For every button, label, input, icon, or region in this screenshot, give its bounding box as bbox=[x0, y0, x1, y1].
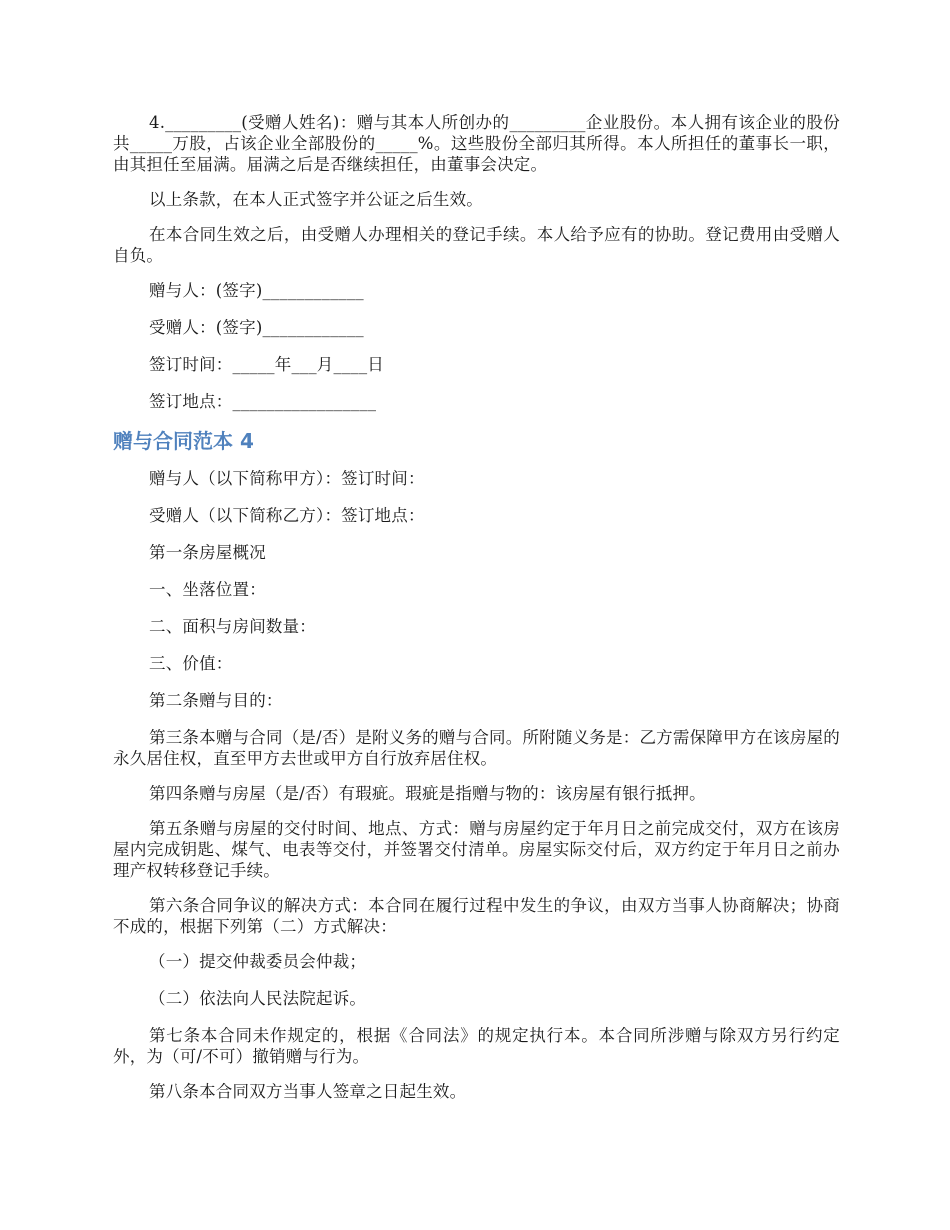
paragraph-share-gift: 4._________(受赠人姓名)：赠与其本人所创办的_________企业股份。本人拥有该企业的股份共_____万股，占该企业全部股份的_____%。这些股份全部归其所得。本人所担任的董事长一职，由其担任至届满。届满之后是否继续担任，由董事会决定。 bbox=[113, 113, 840, 174]
donee-signature-line: 受赠人：(签字)____________ bbox=[149, 318, 364, 337]
party-a-line: 赠与人（以下简称甲方）：签订时间： bbox=[149, 469, 425, 488]
article-1-location: 一、坐落位置： bbox=[149, 580, 266, 599]
document-body bbox=[113, 112, 840, 1116]
paragraph-registration: 在本合同生效之后，由受赠人办理相关的登记手续。本人给予应有的协助。登记费用由受赠人自负。 bbox=[113, 225, 840, 265]
article-6: 第六条合同争议的解决方式：本合同在履行过程中发生的争议，由双方当事人协商解决；协商不成的，根据下列第（二）方式解决： bbox=[113, 896, 840, 936]
article-7: 第七条本合同未作规定的，根据《合同法》的规定执行本。本合同所涉赠与除双方另行约定外，为（可/不可）撤销赠与行为。 bbox=[113, 1026, 840, 1066]
signing-place-line: 签订地点：_________________ bbox=[149, 392, 377, 411]
article-1-title: 第一条房屋概况 bbox=[149, 543, 266, 562]
article-6-option-2: （二）依法向人民法院起诉。 bbox=[149, 989, 367, 1008]
article-5: 第五条赠与房屋的交付时间、地点、方式：赠与房屋约定于年月日之前完成交付，双方在该房屋内完成钥匙、煤气、电表等交付，并签署交付清单。房屋实际交付后，双方约定于年月日之前办理产权转移登记手续。 bbox=[113, 819, 840, 880]
article-1-value: 三、价值： bbox=[149, 654, 233, 673]
section-heading: 赠与合同范本 4 bbox=[113, 429, 254, 453]
signing-date-line: 签订时间：_____年___月____日 bbox=[149, 355, 384, 374]
article-6-option-1: （一）提交仲裁委员会仲裁； bbox=[149, 952, 367, 971]
article-4: 第四条赠与房屋（是/否）有瑕疵。瑕疵是指赠与物的：该房屋有银行抵押。 bbox=[149, 784, 706, 803]
article-8: 第八条本合同双方当事人签章之日起生效。 bbox=[149, 1082, 467, 1101]
paragraph-effective: 以上条款，在本人正式签字并公证之后生效。 bbox=[149, 190, 483, 209]
article-2: 第二条赠与目的： bbox=[149, 691, 283, 710]
article-1-area: 二、面积与房间数量： bbox=[149, 617, 316, 636]
party-b-line: 受赠人（以下简称乙方）：签订地点： bbox=[149, 506, 425, 525]
article-3: 第三条本赠与合同（是/否）是附义务的赠与合同。所附随义务是：乙方需保障甲方在该房屋的永久居住权，直至甲方去世或甲方自行放弃居住权。 bbox=[113, 728, 840, 768]
donor-signature-line: 赠与人：(签字)____________ bbox=[149, 281, 364, 300]
